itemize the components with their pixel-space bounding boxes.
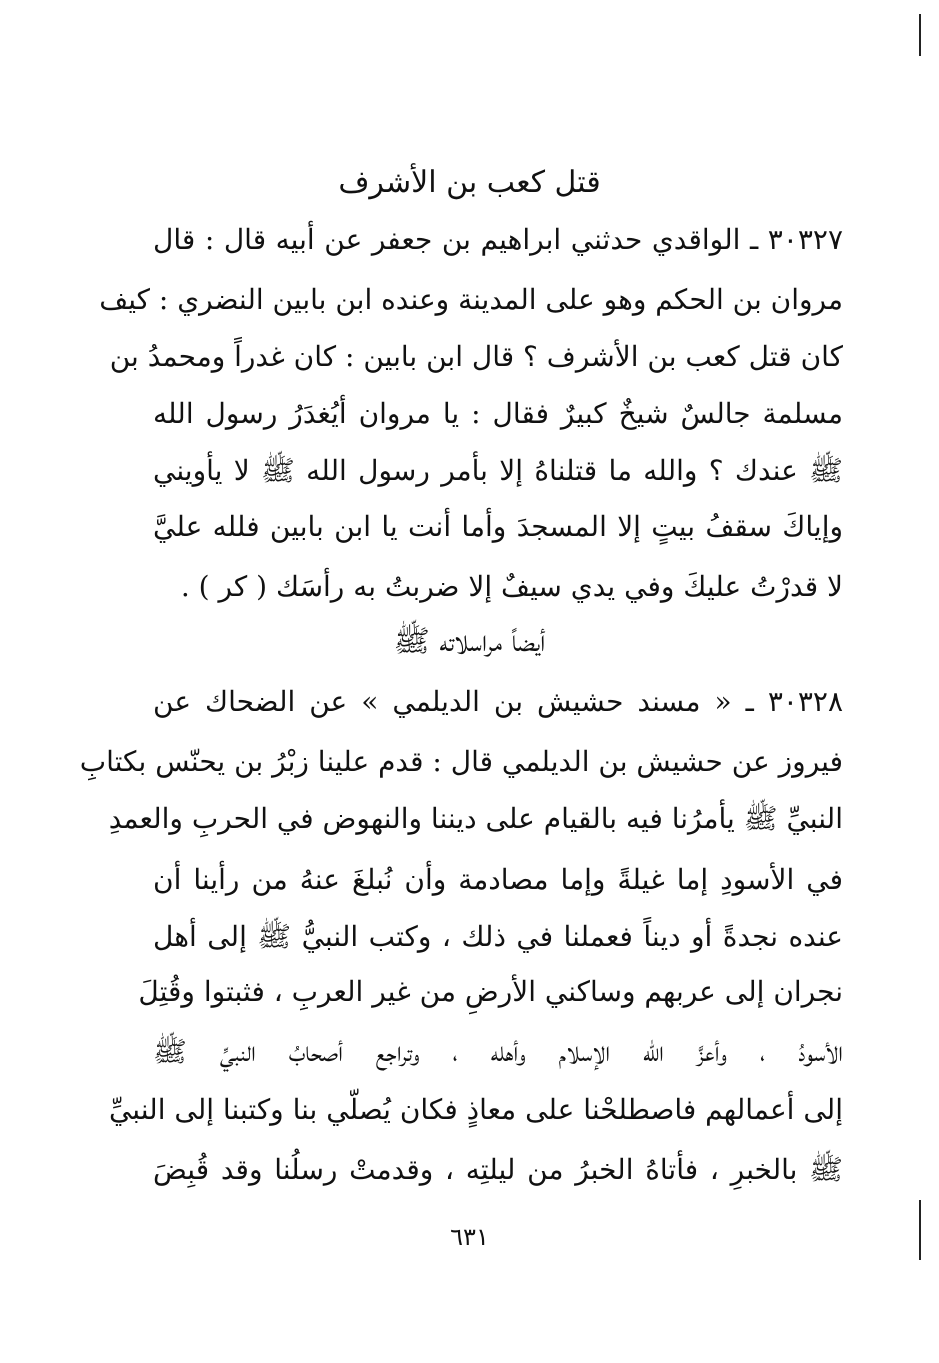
text-line: إلى أعمالهم فاصطلحْنا على معاذٍ فكان يُصلّي بنا وكتبنا إلى النبيِّ xyxy=(108,1093,843,1126)
text-line: ﷺ عندك ؟ والله ما قتلناهُ إلا بأمر رسول الله ﷺ لا يأويني xyxy=(153,454,843,487)
text-line: عنده نجدةً أو ديناً فعملنا في ذلك ، وكتب النبيُّ ﷺ إلى أهل xyxy=(153,920,843,953)
text-line: النبيِّ ﷺ يأمرُنا فيه بالقيام على ديننا والنهوض في الحربِ والعمدِ xyxy=(108,802,843,835)
text-line: لا قدرْتُ عليكَ وفي يدي سيفٌ إلا ضربتُ به رأسَك ( كر ) . xyxy=(180,570,843,603)
scan-edge-mark xyxy=(919,14,921,56)
text-line: الأسودُ ، وأعزَّ الله الإسلام وأهله ، وتراجع أصحابُ النبيِّ ﷺ xyxy=(153,1035,843,1068)
text-line: مروان بن الحكم وهو على المدينة وعنده ابن بابين النضري : كيف xyxy=(99,283,843,316)
text-line: ﷺ بالخبرِ ، فأتاهُ الخبرُ من ليلتِه ، وقدمتْ رسلُنا وقد قُبِضَ xyxy=(153,1153,843,1186)
text-line: ٣٠٣٢٧ ـ الواقدي حدثني ابراهيم بن جعفر عن أبيه قال : قال xyxy=(153,223,843,256)
page-number: ٦٣١ xyxy=(450,1223,489,1251)
section-heading-killing-of-kaab: قتل كعب بن الأشرف xyxy=(338,165,601,200)
text-line: ٣٠٣٢٨ ـ « مسند حشيش بن الديلمي » عن الضحاك عن xyxy=(153,685,844,718)
text-line: مسلمة جالسٌ شيخٌ كبيرٌ فقال : يا مروان أيُغدَرُ رسول الله xyxy=(153,397,843,430)
text-line: نجران إلى عربهم وساكني الأرضِ من غير العربِ ، فثبتوا وقُتِلَ xyxy=(138,975,843,1008)
text-line: كان قتل كعب بن الأشرف ؟ قال ابن بابين : كان غدراً ومحمدُ بن xyxy=(109,340,843,373)
text-line: فيروز عن حشيش بن الديلمي قال : قدم علينا زبْرُ بن يحنّس بكتابِ xyxy=(79,745,843,778)
text-line: في الأسودِ إما غيلةً وإما مصادمة وأن نُبلغَ عنهُ من رأينا أن xyxy=(153,863,843,896)
section-heading-correspondence: أيضاً مراسلاته ﷺ xyxy=(393,624,546,659)
text-line: وإياكَ سقفُ بيتٍ إلا المسجدَ وأما أنت يا ابن بابين فلله عليَّ xyxy=(153,510,843,543)
